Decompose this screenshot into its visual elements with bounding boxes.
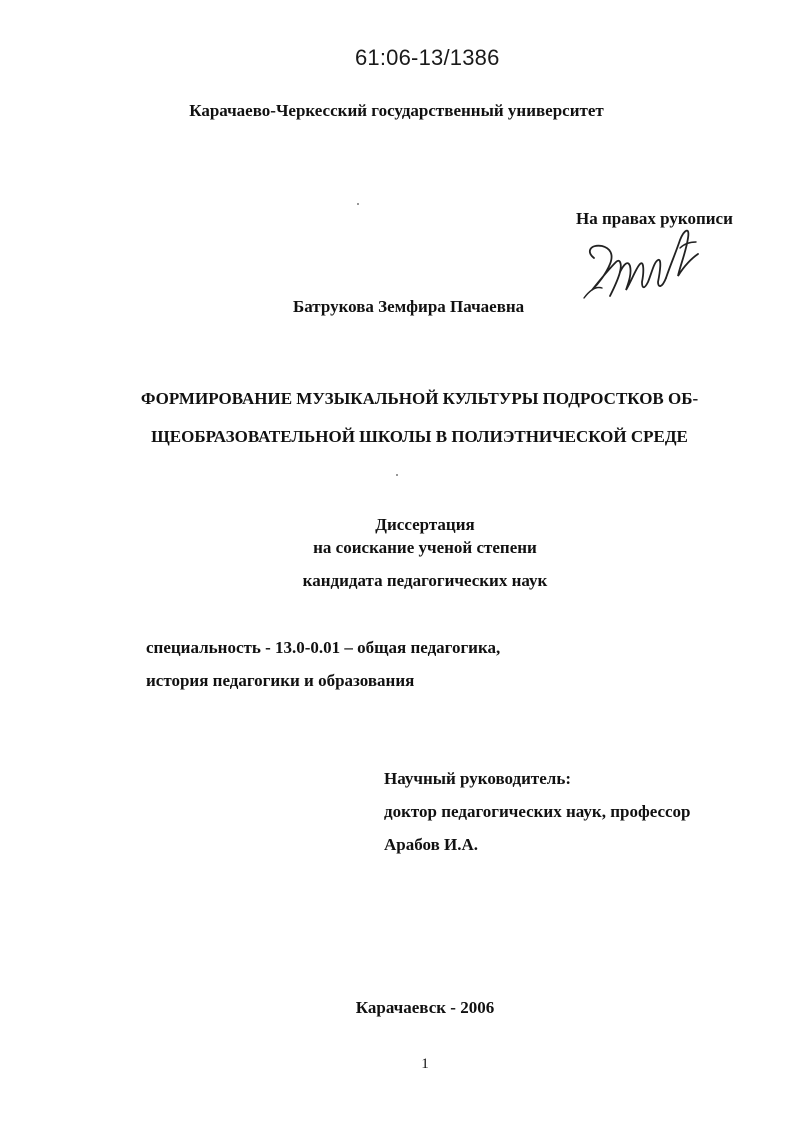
supervisor-label: Научный руководитель:	[384, 769, 571, 788]
manuscript-rights-note: На правах рукописи	[576, 209, 733, 228]
dissertation-title	[96, 380, 743, 456]
scan-speck	[396, 474, 398, 476]
city-year: Карачаевск - 2006	[355, 998, 495, 1017]
dissertation-degree: кандидата педагогических наук	[302, 571, 548, 590]
university-name: Карачаево-Черкесский государственный университет	[189, 101, 604, 120]
supervisor-degree: доктор педагогических наук, профессор	[384, 802, 691, 821]
specialty-line-1: специальность - 13.0-0.01 – общая педагогика,	[146, 638, 501, 657]
page-number: 1	[421, 1056, 429, 1072]
author-name: Батрукова Земфира Пачаевна	[293, 297, 525, 316]
dissertation-purpose: на соискание ученой степени	[313, 538, 537, 557]
title-line-1: ФОРМИРОВАНИЕ МУЗЫКАЛЬНОЙ КУЛЬТУРЫ ПОДРОСТКОВ ОБ-	[140, 389, 699, 408]
supervisor-name: Арабов И.А.	[384, 835, 479, 854]
title-line-2: ЩЕОБРАЗОВАТЕЛЬНОЙ ШКОЛЫ В ПОЛИЭТНИЧЕСКОЙ СРЕДЕ	[151, 427, 688, 446]
scan-speck	[357, 203, 359, 205]
dissertation-heading: Диссертация	[375, 515, 475, 534]
archive-stamp: 61:06-13/1386	[355, 45, 500, 70]
handwritten-signature	[580, 218, 710, 308]
specialty-line-2: история педагогики и образования	[146, 671, 415, 690]
